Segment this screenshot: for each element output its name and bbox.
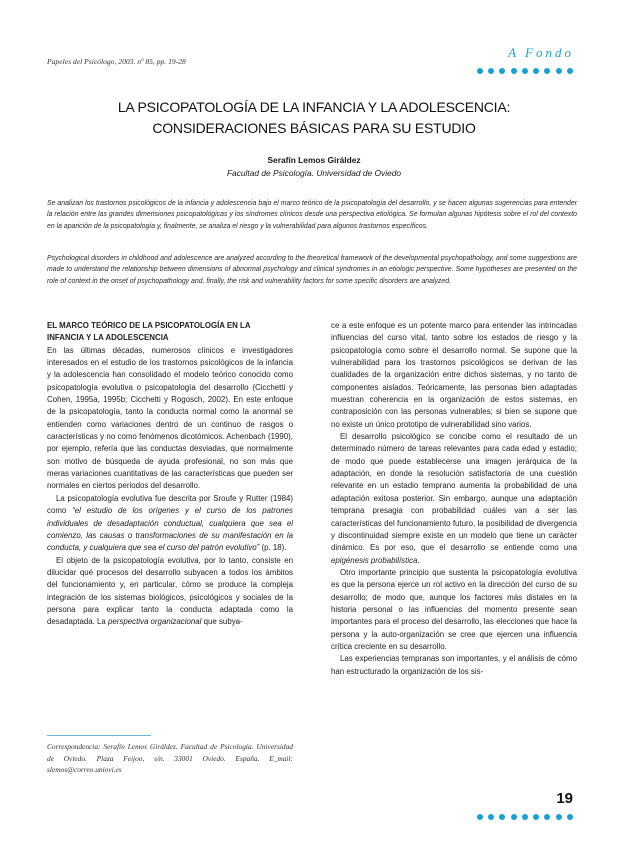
body-paragraph: El desarrollo psicológico se concibe como el resultado de un determinado número de tareas relevantes para cada edad y estadio; de modo que puede establecerse una imagen jerárquica de la adaptación, en donde la resolución satisfactoria de una cuestión relevante en un estadio temprano aumenta la probabilidad de una adaptación exitosa posterior. Sin embargo, aunque una adaptación temprana presagia con probabilidad cuáles van a ser las características del funcionamiento futuro, la posibilidad de divergencia y discontinuidad siempre existe en un modelo que tiene un carácter dinámico. Es por eso, que el desarrollo se entiende como una epigénesis probabilística. (331, 432, 577, 565)
section-heading: EL MARCO TEÓRICO DE LA PSICOPATOLOGÍA EN LA INFANCIA Y LA ADOLESCENCIA (47, 321, 251, 343)
title-line-1: LA PSICOPATOLOGÍA DE LA INFANCIA Y LA ADOLESCENCIA: (117, 99, 511, 115)
body-paragraph: Las experiencias tempranas son importantes, y el análisis de cómo han estructurado la organización de los sis- (331, 654, 577, 676)
page-number: 19 (556, 790, 573, 807)
emphasis-text: perspectiva organizacional (108, 617, 202, 627)
correspondence-footnote: Correspondencia: Serafín Lemos Giráldez. Facultad de Psicología. Universidad de Oviedo. Plaza Feijoo, s/n. 33001 Oviedo. España. E_mail: slemos@correo.uniovi.es (47, 742, 293, 775)
body-column-left (47, 320, 293, 629)
title-line-2: CONSIDERACIONES BÁSICAS PARA SU ESTUDIO (152, 120, 476, 136)
body-paragraph: En las últimas décadas, numerosos clínicos e investigadores interesados en el estudio de los trastornos psicológicos de la infancia y la adolescencia han consolidado el modelo teórico conocido como psicopatología evolutiva o psicopatología del desarrollo (Cicchetti y Cohen, 1995a, 1995b; Cicchetti y Rogosch, 2002). En este enfoque de la psicopatología, tanto la conducta normal como la anormal se entienden como variaciones dentro de un continuo de rasgos o características y no como fenómenos dicotómicos. Achenbach (1990), por ejemplo, refería que las conductas desviadas, que normalmente son motivo de búsqueda de ayuda profesional, no son más que meras variaciones cuantitativas de las características que pueden ser normales en ciertos periodos del desarrollo. (47, 345, 293, 491)
section-label: A Fondo (508, 45, 574, 60)
emphasis-text: epigénesis probabilística (331, 555, 418, 565)
body-paragraph: Otro importante principio que sustenta la psicopatología evolutiva es que la persona ejerce un rol activo en la dirección del curso de su desarrollo; de modo que, aunque los factores más distales en la historia personal o las influencias del momento presente sean importantes para el proceso del desarrollo, las elecciones que hace la persona y la auto-organización se cree que ejercen una influencia crítica creciente en su desarrollo. (331, 567, 577, 651)
body-paragraph: ce a este enfoque es un potente marco para entender las intrincadas influencias del curso vital, tanto sobre los estados de riesgo y la psicopatología como sobre el desarrollo normal. Se supone que la vulnerabilidad para los trastornos psicológicos se derivan de las cualidades de la organización entre dichos sistemas, y no tanto de componentes aislados. Teóricamente, las personas bien adaptadas muestran coherencia en la organización de estos sistemas, en contraposición con las personas vulnerables; si bien se supone que no existe un único prototipo de vulnerabilidad sino varios. (331, 321, 577, 429)
body-paragraph: La psicopatología evolutiva fue descrita por Sroufe y Rutter (1984) como “el estudio de los orígenes y el curso de los patrones individuales de desadaptación conductual, cualquiera que sea el comienzo, las causas o transformaciones de su manifestación en la conducta, y cualquiera que sea el curso del patrón evolutivo” (p. 18). (47, 493, 293, 553)
body-column-right (331, 320, 577, 678)
abstract-english: Psychological disorders in childhood and adolescence are analyzed according to the theoretical framework of the developmental psychopathology, and some suggestions are made to understand the relationship between dimensions of abnormal psychology and clinical syndromes in an etiologic perspective. Some hypotheses are presented on the role of context in the onset of psychopathology and, finally, the risk and vulnerability factors for some specific disorders are analyzed. (47, 255, 577, 285)
journal-citation: Papeles del Psicólogo, 2003. nº 85, pp. 19-28 (47, 57, 186, 66)
abstract-spanish: Se analizan los trastornos psicológicos de la infancia y adolescencia bajo el marco teórico de la psicopatología del desarrollo, y se hacen algunas sugerencias para entender la relación entre las grandes dimensiones psicopatológicas y los síndromes clínicos desde una perspectiva etiológica. Se formulan algunas hipótesis sobre el rol del contexto en la aparición de la psicopatología y, finalmente, se analiza el riesgo y la vulnerabilidad para algunos trastornos específicos. (47, 200, 577, 230)
author-name: Serafín Lemos Giráldez (267, 155, 361, 165)
body-paragraph: El objeto de la psicopatología evolutiva, por lo tanto, consiste en dilucidar qué procesos del desarrollo subyacen a todos los ámbitos del funcionamiento y, en particular, cómo se produce la compleja integración de los sistemas biológicos, psicológicos y sociales de la persona para explicar tanto la conducta adaptada como la desadaptada. La perspectiva organizacional que subya- (47, 555, 293, 627)
footnote-divider (47, 735, 151, 736)
author-affiliation: Facultad de Psicología. Universidad de Oviedo (226, 168, 402, 178)
decorative-dots-top (477, 68, 573, 74)
quote-text: “el estudio de los orígenes y el curso de los patrones individuales de desadaptación conductual, cualquiera que sea el comienzo, las causas o transformaciones de su manifestación en la conducta, y cualquiera que sea el curso del patrón evolutivo” (47, 506, 293, 553)
article-title (40, 97, 588, 139)
decorative-dots-bottom (477, 814, 573, 820)
